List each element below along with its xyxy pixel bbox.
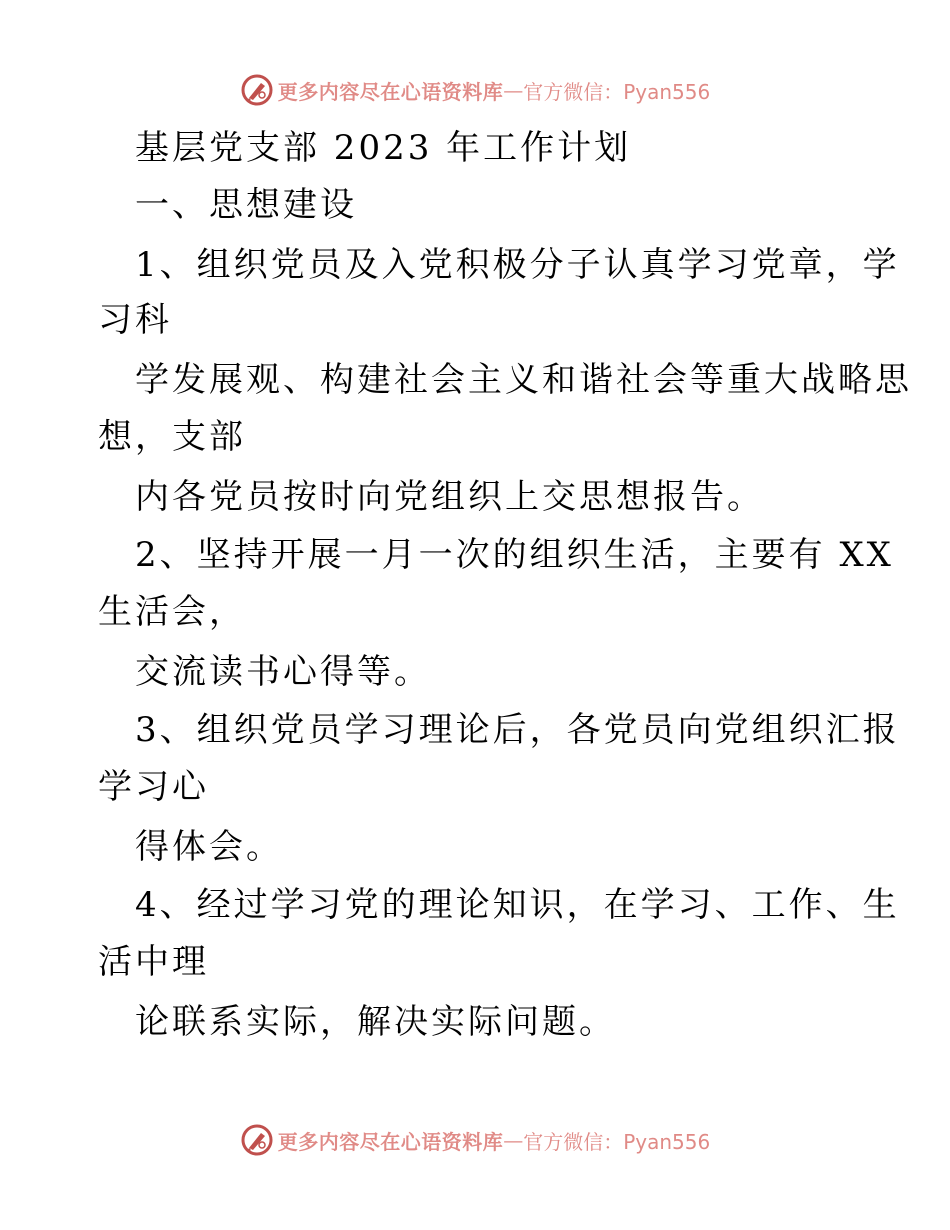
paragraph-line: 学习心	[98, 767, 209, 807]
paragraph-line: 交流读书心得等。	[135, 652, 431, 692]
pen-logo-icon	[240, 1123, 274, 1157]
paragraph-line: 生活会，	[98, 592, 246, 632]
watermark-title: 更多内容尽在心语资料库	[277, 79, 504, 104]
pen-logo-icon	[240, 73, 274, 107]
watermark-separator: —	[503, 78, 524, 102]
paragraph-line: 3、组织党员学习理论后，各党员向党组织汇报	[135, 710, 900, 750]
paragraph-line: 论联系实际，解决实际问题。	[135, 1002, 616, 1042]
paragraph-line: 4、经过学习党的理论知识，在学习、工作、生	[135, 885, 900, 925]
document-title: 基层党支部 2023 年工作计划	[135, 128, 632, 168]
paragraph-line: 想，支部	[98, 417, 246, 457]
paragraph-line: 2、坚持开展一月一次的组织生活，主要有 XX	[135, 535, 894, 575]
watermark-footer	[0, 1120, 950, 1160]
watermark-wechat: 官方微信：Pyan556	[523, 79, 711, 104]
paragraph-line: 1、组织党员及入党积极分子认真学习党章，学	[135, 245, 900, 285]
watermark-separator: —	[503, 1128, 524, 1152]
paragraph-line: 学发展观、构建社会主义和谐社会等重大战略思	[135, 360, 912, 400]
section-heading: 一、思想建设	[135, 185, 357, 225]
paragraph-line: 活中理	[98, 942, 209, 982]
watermark-title: 更多内容尽在心语资料库	[277, 1129, 504, 1154]
paragraph-line: 内各党员按时向党组织上交思想报告。	[135, 477, 764, 517]
paragraph-line: 得体会。	[135, 827, 283, 867]
watermark-header	[0, 70, 950, 110]
watermark-wechat: 官方微信：Pyan556	[523, 1129, 711, 1154]
paragraph-line: 习科	[98, 300, 172, 340]
